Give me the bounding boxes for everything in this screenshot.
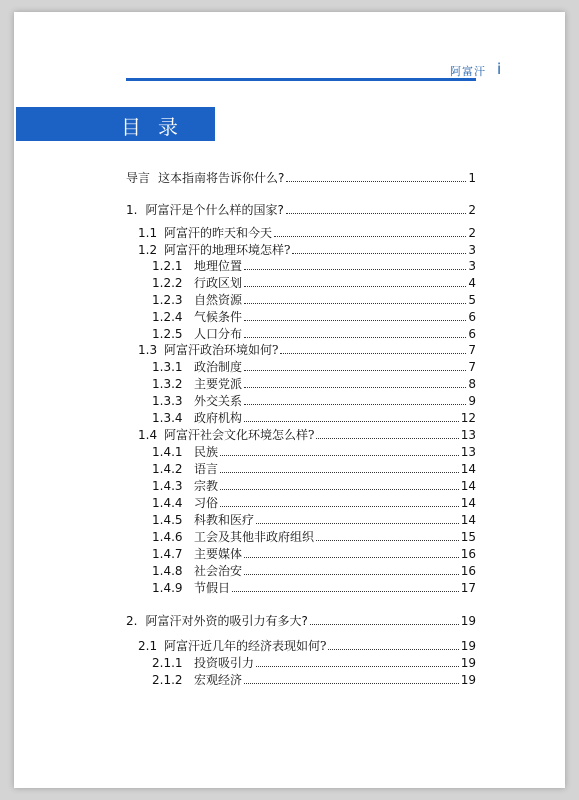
dot-leader [244, 327, 466, 338]
dot-leader [316, 428, 458, 439]
toc-entry-number: 1.4.3 [152, 479, 183, 493]
toc-entry-label: 自然资源 [194, 293, 243, 307]
toc-entry-number: 1.2.3 [152, 293, 183, 307]
toc-entry-label: 阿富汗对外资的吸引力有多大? [145, 614, 308, 628]
toc-entry-page: 8 [468, 377, 476, 391]
dot-leader [232, 581, 459, 592]
dot-leader [220, 479, 459, 490]
toc-entry [126, 613, 476, 630]
toc-entry-number: 1.2.1 [152, 259, 183, 273]
toc-entry-page: 13 [460, 445, 476, 459]
dot-leader [244, 310, 466, 321]
toc-entry-label: 人口分布 [194, 327, 243, 341]
toc-entry-label: 民族 [194, 445, 219, 459]
dot-leader [244, 394, 466, 405]
table-of-contents [14, 12, 565, 788]
toc-entry-page: 16 [460, 547, 476, 561]
toc-entry-number: 1.2 [138, 243, 158, 257]
toc-entry-label: 语言 [194, 462, 219, 476]
toc-entry-number: 1.4.4 [152, 496, 183, 510]
toc-entry-number: 1.4 [138, 428, 158, 442]
toc-entry [152, 376, 476, 393]
toc-entry-page: 4 [468, 276, 476, 290]
dot-leader [280, 343, 466, 354]
toc-entry-number: 1.4.5 [152, 513, 183, 527]
toc-entry-label: 气候条件 [194, 310, 243, 324]
toc-entry [152, 444, 476, 461]
toc-entry-label: 这本指南将告诉你什么? [158, 171, 285, 185]
toc-entry-number: 1.2.2 [152, 276, 183, 290]
dot-leader [286, 171, 466, 182]
toc-entry [152, 512, 476, 529]
toc-entry-number: 1.2.4 [152, 310, 183, 324]
toc-entry-number: 1.4.2 [152, 462, 183, 476]
toc-entry-page: 19 [460, 656, 476, 670]
dot-leader [244, 360, 466, 371]
dot-leader [244, 673, 459, 684]
toc-entry [138, 638, 476, 655]
toc-entry [152, 461, 476, 478]
toc-entry-page: 12 [460, 411, 476, 425]
dot-leader [244, 377, 466, 388]
toc-entry-label: 主要党派 [194, 377, 243, 391]
document-page [14, 12, 565, 788]
toc-entry-number: 2.1 [138, 639, 158, 653]
dot-leader [316, 530, 459, 541]
toc-entry-number: 2.1.2 [152, 673, 183, 687]
toc-entry-number: 1.3 [138, 343, 158, 357]
toc-entry [126, 170, 476, 187]
toc-entry-number: 1.3.2 [152, 377, 183, 391]
dot-leader [328, 639, 458, 650]
toc-entry-number: 1. [126, 203, 138, 217]
toc-entry [152, 410, 476, 427]
toc-entry-page: 15 [460, 530, 476, 544]
toc-entry-page: 19 [460, 639, 476, 653]
toc-entry [152, 393, 476, 410]
dot-leader [220, 445, 459, 456]
toc-entry [152, 672, 476, 689]
toc-entry-page: 3 [468, 243, 476, 257]
toc-entry [152, 292, 476, 309]
toc-entry-number: 1.4.6 [152, 530, 183, 544]
toc-entry-page: 1 [468, 171, 476, 185]
toc-entry-label: 科教和医疗 [194, 513, 255, 527]
toc-entry-number: 导言 [126, 171, 151, 185]
dot-leader [244, 293, 466, 304]
dot-leader [244, 411, 459, 422]
toc-entry-label: 行政区划 [194, 276, 243, 290]
toc-entry-label: 社会治安 [194, 564, 243, 578]
toc-entry [138, 225, 476, 242]
dot-leader [310, 614, 459, 625]
toc-entry [152, 655, 476, 672]
toc-entry [126, 202, 476, 219]
toc-entry-number: 1.2.5 [152, 327, 183, 341]
toc-entry-number: 1.4.8 [152, 564, 183, 578]
toc-entry [152, 580, 476, 597]
toc-entry-page: 2 [468, 203, 476, 217]
toc-entry-label: 外交关系 [194, 394, 243, 408]
toc-entry [152, 563, 476, 580]
dot-leader [244, 564, 459, 575]
toc-entry [152, 546, 476, 563]
toc-entry-label: 政府机构 [194, 411, 243, 425]
toc-entry-page: 6 [468, 327, 476, 341]
toc-entry-label: 阿富汗是个什么样的国家? [145, 203, 284, 217]
toc-entry [152, 258, 476, 275]
toc-entry-label: 阿富汗近几年的经济表现如何? [164, 639, 327, 653]
page-number: i [497, 60, 502, 78]
toc-entry [152, 478, 476, 495]
dot-leader [244, 259, 466, 270]
toc-entry-number: 1.4.1 [152, 445, 183, 459]
toc-entry-number: 1.4.9 [152, 581, 183, 595]
toc-entry-page: 14 [460, 496, 476, 510]
toc-entry-label: 阿富汗政治环境如何? [164, 343, 279, 357]
toc-entry-page: 14 [460, 462, 476, 476]
toc-entry-label: 节假日 [194, 581, 231, 595]
toc-entry-label: 宏观经济 [194, 673, 243, 687]
toc-entry-page: 3 [468, 259, 476, 273]
toc-entry-page: 5 [468, 293, 476, 307]
toc-entry-label: 阿富汗的地理环境怎样? [164, 243, 291, 257]
dot-leader [220, 496, 459, 507]
dot-leader [220, 462, 459, 473]
dot-leader [256, 656, 459, 667]
toc-entry-label: 阿富汗社会文化环境怎么样? [164, 428, 315, 442]
toc-entry-page: 13 [460, 428, 476, 442]
toc-entry-number: 1.1 [138, 226, 158, 240]
toc-entry-number: 2. [126, 614, 138, 628]
dot-leader [274, 226, 466, 237]
toc-entry-page: 14 [460, 513, 476, 527]
toc-entry-page: 19 [460, 673, 476, 687]
toc-entry-label: 主要媒体 [194, 547, 243, 561]
toc-entry-label: 工会及其他非政府组织 [194, 530, 315, 544]
toc-entry-page: 6 [468, 310, 476, 324]
toc-entry [152, 326, 476, 343]
toc-entry-page: 16 [460, 564, 476, 578]
toc-entry [152, 529, 476, 546]
toc-entry-page: 7 [468, 360, 476, 374]
dot-leader [292, 243, 466, 254]
toc-entry-label: 地理位置 [194, 259, 243, 273]
toc-entry-page: 7 [468, 343, 476, 357]
toc-entry-label: 宗教 [194, 479, 219, 493]
toc-entry-label: 投资吸引力 [194, 656, 255, 670]
toc-entry-label: 阿富汗的昨天和今天 [164, 226, 273, 240]
toc-entry [138, 242, 476, 259]
toc-entry-number: 1.3.1 [152, 360, 183, 374]
toc-entry-page: 2 [468, 226, 476, 240]
toc-entry-label: 政治制度 [194, 360, 243, 374]
running-head-title: 阿富汗 [450, 65, 486, 78]
toc-entry-page: 9 [468, 394, 476, 408]
toc-title: 目录 [121, 115, 195, 139]
toc-entry-page: 14 [460, 479, 476, 493]
toc-entry-number: 1.3.4 [152, 411, 183, 425]
dot-leader [256, 513, 459, 524]
dot-leader [244, 547, 459, 558]
toc-entry-label: 习俗 [194, 496, 219, 510]
toc-entry [152, 309, 476, 326]
toc-entry [152, 275, 476, 292]
toc-entry-number: 1.4.7 [152, 547, 183, 561]
toc-entry [138, 427, 476, 444]
toc-entry-page: 19 [460, 614, 476, 628]
toc-entry-page: 17 [460, 581, 476, 595]
toc-entry [138, 342, 476, 359]
toc-entry [152, 359, 476, 376]
toc-entry-number: 2.1.1 [152, 656, 183, 670]
dot-leader [244, 276, 466, 287]
toc-entry-number: 1.3.3 [152, 394, 183, 408]
dot-leader [286, 203, 467, 214]
toc-entry [152, 495, 476, 512]
